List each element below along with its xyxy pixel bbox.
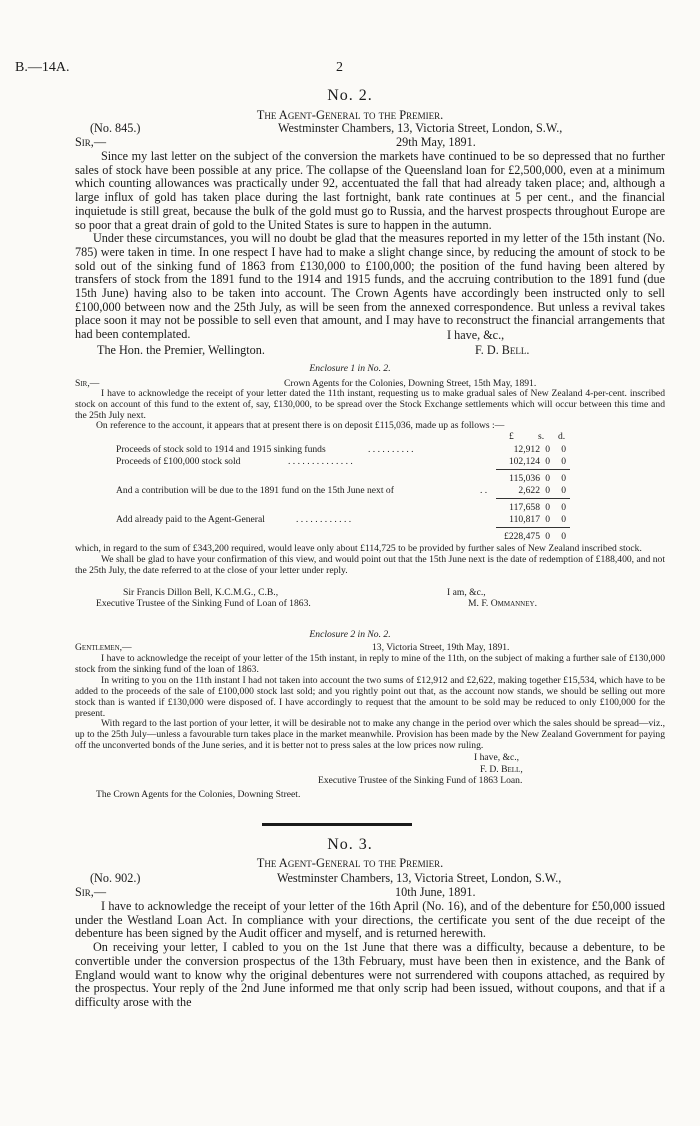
document-reference: B.—14A. [15, 60, 70, 75]
enc1-para-1: I have to acknowledge the receipt of your letter dated the 11th instant, requesting us to make gradual sales of New Zealand 4-per-cent. inscribed stock on account of this fund to the extent of, say, £130,000, to be spread over the Stock Exchange settlements which will occur between this time and the 25th July next. [75, 388, 665, 421]
table-row-shillings: 0 [545, 502, 550, 513]
table-row-pence: 0 [561, 531, 566, 542]
doc3-salutation: Sir,— [75, 885, 107, 899]
doc2-ref-no: (No. 845.) [90, 121, 141, 135]
table-row-shillings: 0 [545, 514, 550, 525]
doc2-salutation: Sir,— [75, 135, 107, 149]
enc2-salutation: Gentlemen,— [75, 642, 132, 653]
table-row-pounds: 117,658 [509, 502, 540, 513]
enc1-para-2: On reference to the account, it appears that at present there is on deposit £115,036, made up as follows :— [96, 420, 505, 431]
enc1-para-3: which, in regard to the sum of £343,200 required, would leave only about £114,725 to be provided by further sales of New Zealand inscribed stock. We shall be glad to have your confirmation of this view, and would point out that the 15th June next is the date of redemption of £188,400, and not the 25th July, the date referred to at the close of your letter under reply. [75, 543, 665, 576]
doc2-body [75, 150, 665, 342]
enc2-heading: Enclosure 2 in No. 2. [309, 629, 391, 640]
doc2-date: 29th May, 1891. [396, 135, 476, 149]
table-row-pence: 0 [561, 456, 566, 467]
table-row-label: Add already paid to the Agent-General [116, 514, 265, 525]
table-row-dots: . . . . . . . . . . [368, 444, 414, 455]
table-row-shillings: 0 [545, 444, 550, 455]
doc3-address: Westminster Chambers, 13, Victoria Street, London, S.W., [277, 871, 562, 885]
enc1-closing: I am, &c., [447, 587, 486, 598]
doc3-paragraph-1: I have to acknowledge the receipt of your letter of the 16th April (No. 16), and of the debenture for £50,000 issued under the Westland Loan Act. In compliance with your directions, the certificate you sent of the due receipt of the debenture has been signed by the Audit officer and myself, and is returned herewith. [75, 899, 665, 941]
enc1-heading: Enclosure 1 in No. 2. [309, 363, 391, 374]
table-row-label: And a contribution will be due to the 1891 fund on the 15th June next of [116, 485, 394, 496]
table-row-pounds: 102,124 [508, 456, 540, 467]
enc2-signature: F. D. Bell, [480, 764, 523, 775]
doc2-signature: F. D. Bell. [475, 343, 530, 357]
table-row-pence: 0 [561, 502, 566, 513]
doc2-addressee: The Hon. the Premier, Wellington. [97, 343, 265, 357]
doc2-address: Westminster Chambers, 13, Victoria Street, London, S.W., [278, 121, 563, 135]
table-row-pounds: 115,036 [509, 473, 540, 484]
doc2-paragraph-1: Since my last letter on the subject of the conversion the markets have continued to be so depressed that no further sales of stock have been possible at any price. The collapse of the Queensland loan for £2,500,000, even at a minimum which counting allowances was practically under 92, accentuated the fall that had already taken place; and, although a large influx of gold has taken place during the last fortnight, bank rate continues at 5 per cent., and the financial inquietude is still great, because the bulk of the gold must go to Russia, and the harvest prospects throughout Europe are so poor that a great drain of gold to the United States is sure to happen in the autumn. [75, 149, 665, 232]
table-row-pounds: 12,912 [513, 444, 540, 455]
column-pounds: £ [509, 431, 514, 442]
doc3-ref-no: (No. 902.) [90, 871, 141, 885]
table-row-pence: 0 [561, 444, 566, 455]
table-row-dots: . . [480, 485, 488, 496]
section-separator [262, 823, 412, 826]
doc2-title: The Agent-General to the Premier. [256, 108, 444, 122]
doc3-paragraph-2: On receiving your letter, I cabled to you on the 1st June that there was a difficulty, because a debenture, to be convertible under the conversion prospectus of the 13th February, must have been then in existence, and the Bank of England would want to know why the original debentures were not surrendered with coupons attached, as required by the prospectus. Your reply of the 2nd June informed me that only scrip had been issued, without coupons, and that if a difficulty arose with the [75, 940, 665, 1009]
total-rule [496, 527, 570, 528]
doc3-body [75, 900, 665, 1010]
table-row-dots: . . . . . . . . . . . . . . [288, 456, 353, 467]
table-row-pounds: 110,817 [509, 514, 540, 525]
enc2-addressee: The Crown Agents for the Colonies, Downing Street. [96, 789, 301, 800]
subtotal-rule [496, 469, 570, 470]
enc2-closing: I have, &c., [474, 752, 520, 763]
table-row-shillings: 0 [545, 531, 550, 542]
enc2-address: 13, Victoria Street, 19th May, 1891. [372, 642, 510, 653]
enc2-body: I have to acknowledge the receipt of your letter of the 15th instant, in reply to mine of the 11th, on the subject of making a further sale of £130,000 stock from the sinking fund of the loan of 1863. In writing to you on the 11th instant I had not taken into account the two sums of £12,912 and £2,622, making together £15,534, which have to be added to the proceeds of the sale of £100,000 stock last sold; and you rightly point out that, as the account now stands, we should be selling out more stock than is wanted if £130,000 were disposed of. I have accordingly to request that the amount to be sold may be reduced to only £100,000 for the present. With regard to the last portion of your letter, it will be desirable not to make any change in the period over which the sales should be spread—viz., up to the 25th July—unless a favourable turn takes place in the market meanwhile. Provision has been made by the New Zealand Government for paying off the unconverted bonds of the June series, and it is better not to press sales at the low prices now ruling. [75, 653, 665, 752]
table-row-pence: 0 [561, 473, 566, 484]
table-row-shillings: 0 [545, 473, 550, 484]
doc2-closing: I have, &c., [447, 328, 505, 342]
doc3-number: No. 3. [327, 836, 373, 853]
doc2-paragraph-2: Under these circumstances, you will no doubt be glad that the measures reported in my letter of the 15th instant (No. 785) were taken in time. In one respect I have had to make a slight change since, by reducing the amount of stock to be sold out of the sinking fund of 1863 from £130,000 to £100,000; the position of the fund having been altered by transfers of stock from the 1891 fund to the 1914 and 1915 funds, and the accruing contribution to the 1891 fund (due 15th June) having also to be taken into account. The Crown Agents have accordingly been instructed only to sell £100,000 between now and the 25th July, as will be seen from the annexed correspondence. But unless a revival takes place soon it may not be possible to sell even that amount, and I may have to reconstruct the financial arrangements that had been contemplated. [75, 231, 665, 342]
enc1-signature: M. F. Ommanney. [468, 598, 537, 609]
doc2-number: No. 2. [327, 87, 373, 104]
column-shillings: s. [538, 431, 545, 442]
table-row-shillings: 0 [545, 485, 550, 496]
enc2-signature-title: Executive Trustee of the Sinking Fund of 1863 Loan. [318, 775, 523, 786]
table-row-pounds: 2,622 [518, 485, 540, 496]
table-row-label: Proceeds of stock sold to 1914 and 1915 sinking funds [116, 444, 326, 455]
table-row-dots: . . . . . . . . . . . . [296, 514, 352, 525]
enc1-to-title: Executive Trustee of the Sinking Fund of Loan of 1863. [96, 598, 311, 609]
table-row-pence: 0 [561, 514, 566, 525]
table-row-pounds: £228,475 [504, 531, 540, 542]
enc1-to-name: Sir Francis Dillon Bell, K.C.M.G., C.B., [123, 587, 279, 598]
enc1-salutation: Sir,— [75, 378, 100, 389]
page-number: 2 [336, 60, 343, 75]
table-row-pence: 0 [561, 485, 566, 496]
subtotal-rule [496, 498, 570, 499]
enc1-address: Crown Agents for the Colonies, Downing Street, 15th May, 1891. [284, 378, 537, 389]
column-pence: d. [558, 431, 566, 442]
doc3-date: 10th June, 1891. [395, 885, 476, 899]
doc3-title: The Agent-General to the Premier. [256, 856, 444, 870]
table-row-label: Proceeds of £100,000 stock sold [116, 456, 241, 467]
table-row-shillings: 0 [545, 456, 550, 467]
